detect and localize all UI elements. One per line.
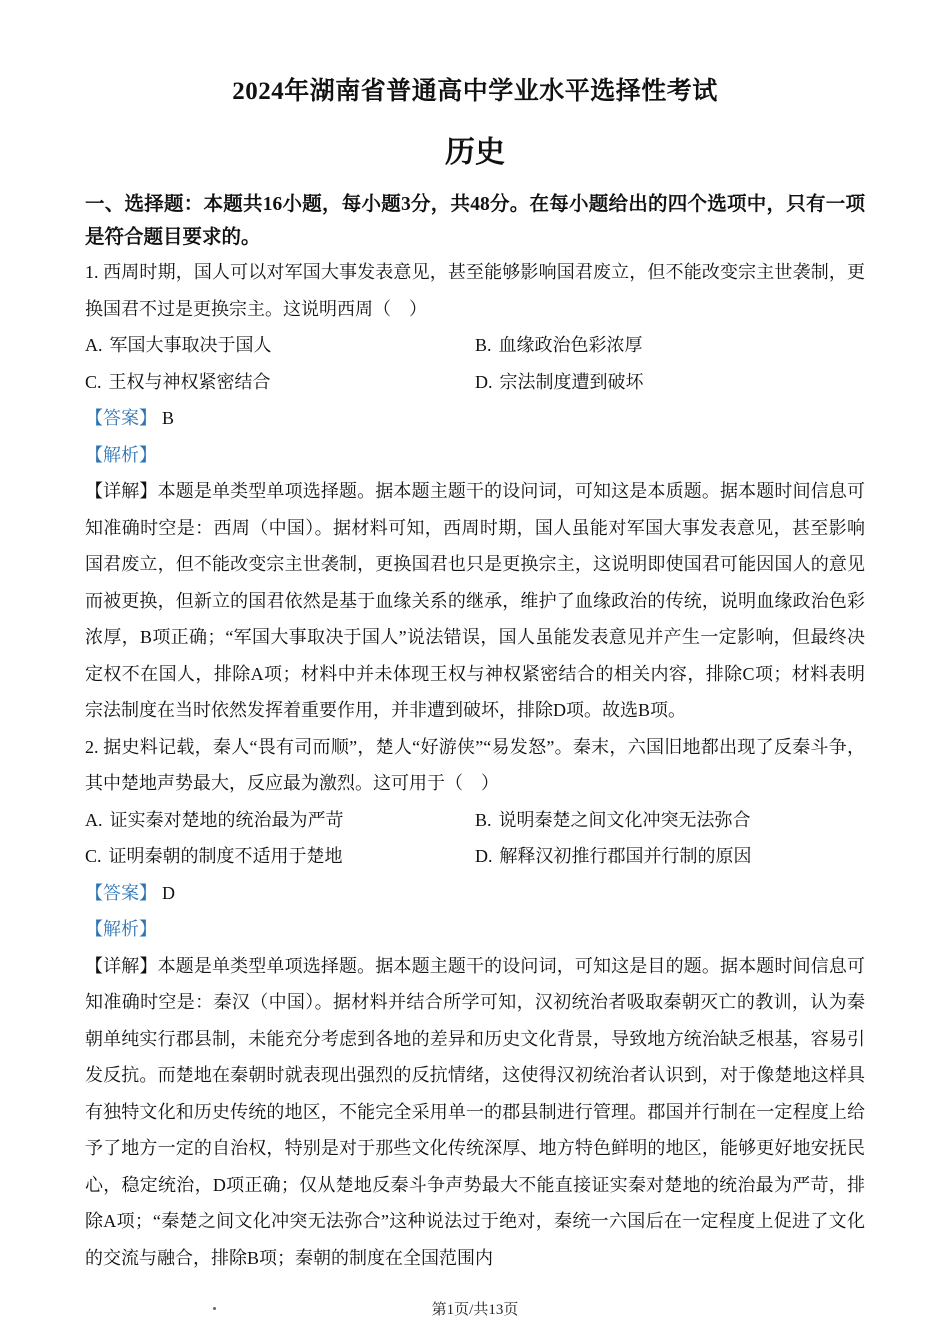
question-1-stem: 1. 西周时期，国人可以对军国大事发表意见，甚至能够影响国君废立，但不能改变宗主世袭制，更换国君不过是更换宗主。这说明西周（ ） — [85, 262, 865, 319]
option-c-text: 王权与神权紧密结合 — [108, 371, 271, 392]
question-1-option-b — [475, 327, 865, 364]
analysis-label: 【解析】 — [85, 919, 157, 939]
questions-content — [85, 254, 865, 1276]
question-1-detail — [85, 473, 865, 729]
question-2-analysis-line — [85, 911, 865, 948]
option-a-text: 证实秦对楚地的统治最为严苛 — [109, 809, 344, 830]
question-2-answer-line — [85, 875, 865, 912]
question-2-option-b — [475, 802, 865, 839]
page-footer: 第1页/共13页 — [431, 1302, 519, 1318]
subject-title: 历史 — [445, 136, 505, 169]
option-a-label: A. — [85, 335, 103, 355]
answer-label: 【答案】 — [85, 408, 157, 428]
option-a-label: A. — [85, 809, 103, 830]
question-2-detail-text: 本题是单类型单项选择题。据本题主题干的设问词，可知这是目的题。据本题时间信息可知准确时空是：秦汉（中国）。据材料并结合所学可知，汉初统治者吸取秦朝灭亡的教训，认为秦朝单纯实行郡县制，未能充分考虑到各地的差异和历史文化背景，导致地方统治缺乏根基，容易引发反抗。而楚地在秦朝时就表现出强烈的反抗情绪，这使得汉初统治者认识到，对于像楚地这样具有独特文化和历史传统的地区，不能完全采用单一的郡县制进行管理。郡国并行制在一定程度上给予了地方一定的自治权，特别是对于那些文化传统深厚、地方特色鲜明的地区，能够更好地安抚民心，稳定统治，D项正确；仅从楚地反秦斗争声势最大不能直接证实秦对楚地的统治最为严苛，排除A项；“秦楚之间文化冲突无法弥合”这种说法过于绝对，秦统一六国后在一定程度上促进了文化的交流与融合，排除B项；秦朝的制度在全国范围内 — [85, 955, 866, 1268]
section-heading: 一、选择题：本题共16小题，每小题3分，共48分。在每小题给出的四个选项中，只有一项是符合题目要求的。 — [85, 194, 865, 248]
option-b-label: B. — [475, 809, 492, 830]
question-1-options — [85, 327, 865, 400]
analysis-label: 【解析】 — [85, 444, 157, 465]
question-1-analysis-line — [85, 437, 865, 474]
question-1-option-c — [85, 364, 475, 401]
question-1-answer-line — [85, 400, 865, 437]
exam-title: 2024年湖南省普通高中学业水平选择性考试 — [232, 78, 718, 105]
option-b-text: 说明秦楚之间文化冲突无法弥合 — [498, 809, 751, 830]
question-2-detail — [85, 948, 865, 1277]
option-d-text: 宗法制度遭到破坏 — [499, 371, 644, 392]
question-2-option-a — [85, 802, 475, 839]
question-2 — [85, 729, 865, 1277]
stray-dot — [213, 1307, 216, 1310]
detail-label: 【详解】 — [85, 481, 158, 501]
option-d-text: 解释汉初推行郡国并行制的原因 — [499, 846, 752, 866]
question-1-answer-value: B — [162, 408, 175, 428]
question-2-stem: 2. 据史料记载，秦人“畏有司而顺”，楚人“好游侠”“易发怒”。秦末，六国旧地都出现了反秦斗争，其中楚地声势最大，反应最为激烈。这可用于（ ） — [85, 736, 865, 793]
question-2-option-c — [85, 838, 475, 875]
question-2-options — [85, 802, 865, 875]
option-c-label: C. — [85, 846, 102, 866]
option-b-text: 血缘政治色彩浓厚 — [498, 335, 643, 355]
question-2-answer-value: D — [162, 882, 175, 903]
question-2-option-d — [475, 838, 865, 875]
detail-label: 【详解】 — [85, 955, 158, 976]
question-1-option-d — [475, 364, 865, 401]
option-d-label: D. — [475, 846, 493, 866]
option-b-label: B. — [475, 335, 492, 355]
option-d-label: D. — [475, 371, 493, 392]
answer-label: 【答案】 — [85, 882, 157, 903]
option-c-text: 证明秦朝的制度不适用于楚地 — [108, 846, 343, 866]
question-1 — [85, 254, 865, 729]
option-c-label: C. — [85, 371, 102, 392]
question-1-detail-text: 本题是单类型单项选择题。据本题主题干的设问词，可知这是本质题。据本题时间信息可知准确时空是：西周（中国）。据材料可知，西周时期，国人虽能对军国大事发表意见，甚至影响国君废立，但不能改变宗主世袭制，更换国君也只是更换宗主，这说明即使国君可能因国人的意见而被更换，但新立的国君依然是基于血缘关系的继承，维护了血缘政治的传统，说明血缘政治色彩浓厚，B项正确；“军国大事取决于国人”说法错误，国人虽能发表意见并产生一定影响，但最终决定权不在国人，排除A项；材料中并未体现王权与神权紧密结合的相关内容，排除C项；材料表明宗法制度在当时依然发挥着重要作用，并非遭到破坏，排除D项。故选B项。 — [85, 481, 866, 720]
question-1-option-a — [85, 327, 475, 364]
option-a-text: 军国大事取决于国人 — [109, 335, 272, 355]
